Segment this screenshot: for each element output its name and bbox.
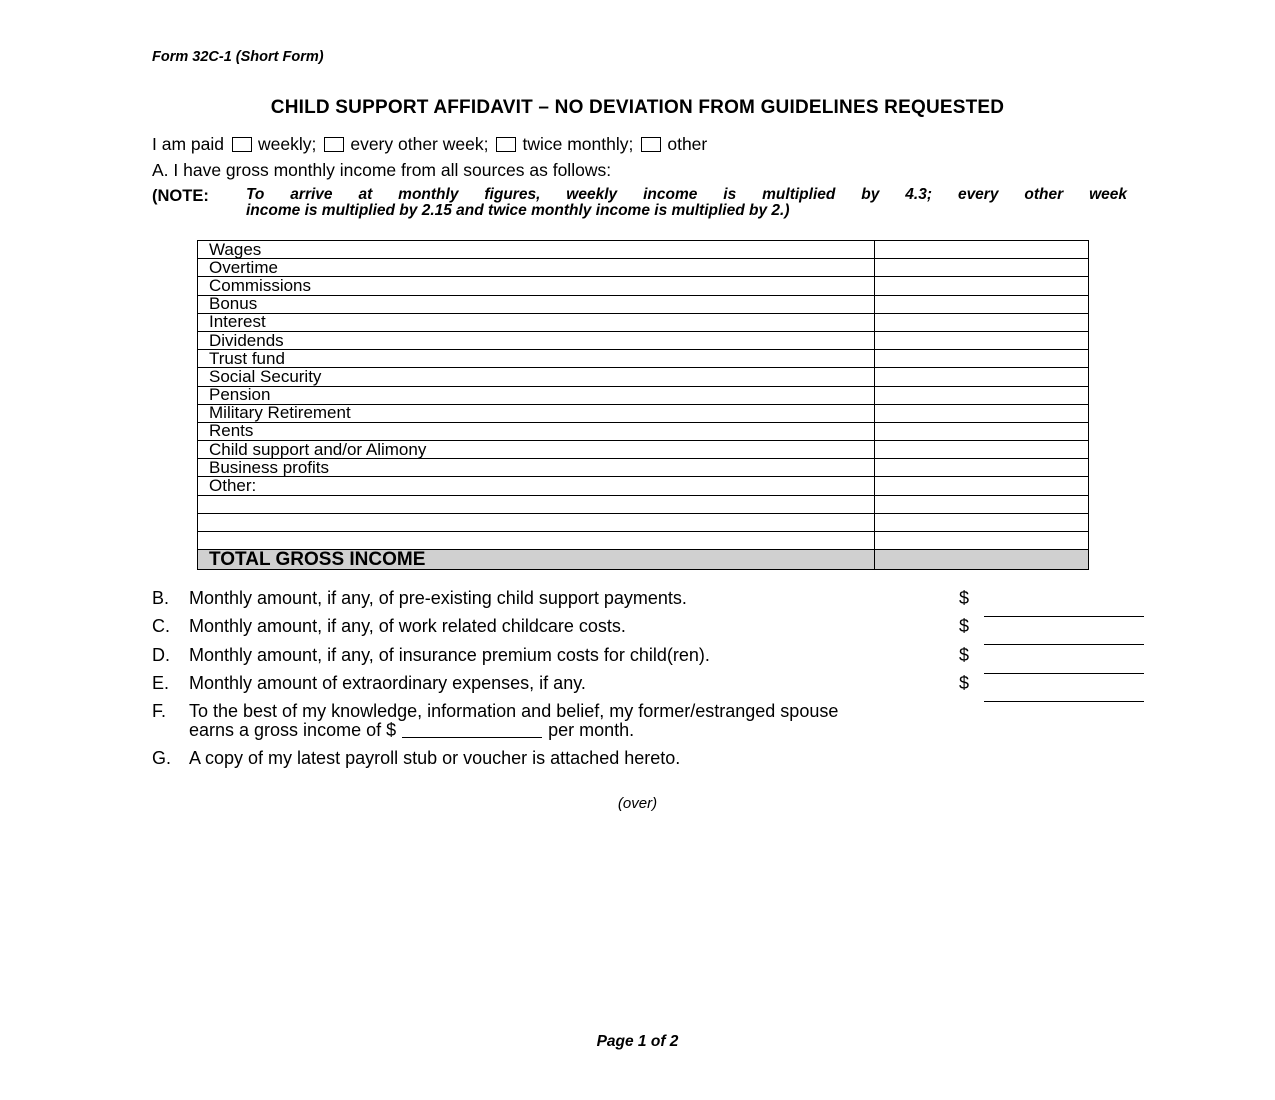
every-other-week-checkbox[interactable] [324,137,344,152]
income-amount-cell[interactable] [875,422,1089,440]
table-row [198,368,1089,386]
note-text [246,187,1127,219]
every-other-week-label: every other week; [350,134,489,154]
table-row [198,295,1089,313]
table-row [198,404,1089,422]
page-number: Page 1 of 2 [596,1033,679,1050]
income-amount-cell[interactable] [875,313,1089,331]
income-label: Business profits [198,459,875,477]
other-income-input[interactable] [198,532,875,550]
income-label: Bonus [198,295,875,313]
amount-blank-d[interactable] [984,673,1144,674]
income-label: Trust fund [198,350,875,368]
income-amount-cell[interactable] [875,495,1089,513]
income-label: Pension [198,386,875,404]
income-amount-cell[interactable] [875,513,1089,531]
twice-monthly-checkbox[interactable] [496,137,516,152]
table-row [198,513,1089,531]
weekly-label: weekly; [257,134,317,154]
pay-frequency-prefix: I am paid [152,134,224,154]
item-letter: C. [152,616,170,636]
item-letter: B. [152,588,170,608]
table-row [198,277,1089,295]
note-label [152,187,209,206]
pay-frequency [152,134,707,155]
page-title: CHILD SUPPORT AFFIDAVIT – NO DEVIATION FROM GUIDELINES REQUESTED [270,97,1005,118]
total-row [198,550,1089,570]
over-note: (over) [617,795,658,812]
currency-symbol: $ [959,645,970,665]
income-amount-cell[interactable] [875,477,1089,495]
table-row [198,386,1089,404]
item-text: Monthly amount, if any, of work related childcare costs. [189,616,626,636]
item-text-line-2 [189,720,634,741]
income-amount-cell[interactable] [875,404,1089,422]
income-label: Military Retirement [198,404,875,422]
item-text: Monthly amount, if any, of pre-existing child support payments. [189,588,687,608]
income-label: Interest [198,313,875,331]
table-row [198,331,1089,349]
other-label: other [667,134,708,154]
income-amount-cell[interactable] [875,277,1089,295]
currency-symbol: $ [959,616,970,636]
table-row [198,441,1089,459]
income-amount-cell[interactable] [875,532,1089,550]
income-amount-cell[interactable] [875,241,1089,259]
item-text: Monthly amount, if any, of insurance premium costs for child(ren). [189,645,710,665]
item-letter: D. [152,645,170,665]
table-row [198,350,1089,368]
income-label: Dividends [198,331,875,349]
income-label: Child support and/or Alimony [198,441,875,459]
income-amount-cell[interactable] [875,386,1089,404]
currency-symbol: $ [959,673,970,693]
income-amount-cell[interactable] [875,441,1089,459]
currency-symbol: $ [959,588,970,608]
item-letter: G. [152,748,172,768]
income-amount-cell[interactable] [875,331,1089,349]
total-amount-cell[interactable] [875,550,1089,570]
weekly-checkbox[interactable] [232,137,252,152]
income-amount-cell[interactable] [875,459,1089,477]
form-id: Form 32C-1 (Short Form) [152,49,324,65]
item-letter: E. [152,673,170,693]
note-open-paren: ( [152,187,158,205]
table-row [198,313,1089,331]
spouse-income-prefix: earns a gross income of $ [189,720,397,740]
item-text: A copy of my latest payroll stub or voucher is attached hereto. [189,748,681,768]
income-label: Social Security [198,368,875,386]
table-row [198,477,1089,495]
spouse-income-blank[interactable] [402,723,542,738]
table-row [198,241,1089,259]
income-label: Overtime [198,259,875,277]
table-row [198,495,1089,513]
other-income-input[interactable] [198,495,875,513]
amount-blank-c[interactable] [984,644,1144,645]
income-amount-cell[interactable] [875,368,1089,386]
income-label: Other: [198,477,875,495]
income-amount-cell[interactable] [875,295,1089,313]
income-label: Rents [198,422,875,440]
other-income-input[interactable] [198,513,875,531]
section-a-text: A. I have gross monthly income from all sources as follows: [152,160,612,180]
income-amount-cell[interactable] [875,350,1089,368]
table-row [198,259,1089,277]
spouse-income-suffix: per month. [548,720,635,740]
amount-blank-e[interactable] [984,701,1144,702]
table-row [198,532,1089,550]
twice-monthly-label: twice monthly; [522,134,634,154]
item-text: To the best of my knowledge, information and belief, my former/estranged spouse [189,701,839,721]
other-checkbox[interactable] [641,137,661,152]
table-row [198,422,1089,440]
income-table [197,240,1089,570]
item-letter: F. [152,701,167,721]
item-text: Monthly amount of extraordinary expenses, if any. [189,673,586,693]
table-row [198,459,1089,477]
income-amount-cell[interactable] [875,259,1089,277]
note-line-1: To arrive at monthly figures, weekly income is multiplied by 4.3; every other week [246,186,1127,203]
amount-blank-b[interactable] [984,616,1144,617]
total-label: TOTAL GROSS INCOME [198,550,875,570]
note-label-text: NOTE: [157,187,209,205]
income-label: Wages [198,241,875,259]
note-line-2: income is multiplied by 2.15 and twice monthly income is multiplied by 2.) [246,202,790,219]
income-label: Commissions [198,277,875,295]
